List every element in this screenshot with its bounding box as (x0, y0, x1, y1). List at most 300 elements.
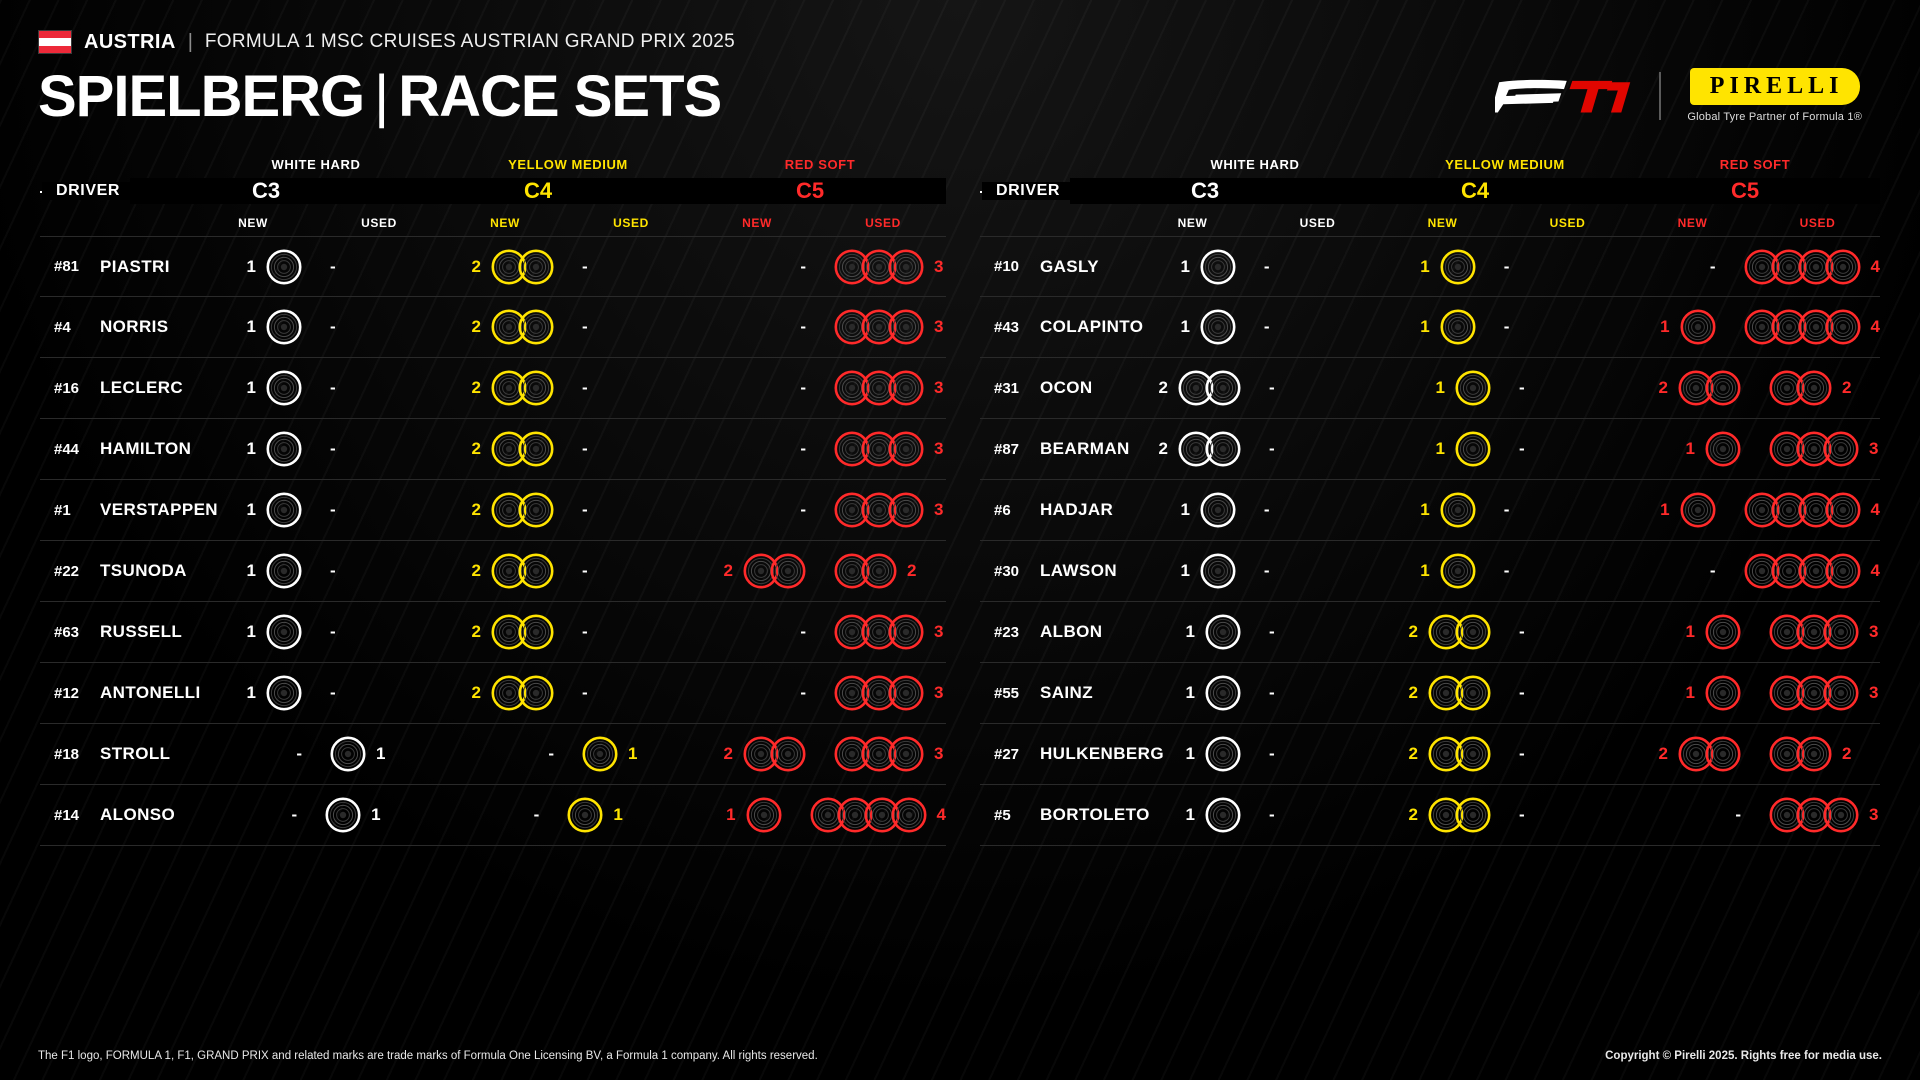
tyre-icon (1455, 797, 1491, 833)
cell-value: - (582, 378, 588, 397)
table-row[interactable] (980, 419, 1880, 480)
tyre-stack (1744, 249, 1861, 285)
set-cells (1130, 419, 1880, 479)
cell-hard-new (190, 419, 316, 479)
page-title-right: RACE SETS (398, 64, 722, 129)
tyre-stack (1178, 431, 1241, 467)
tyre-icon (1205, 736, 1241, 772)
tyre-stack (1428, 675, 1491, 711)
tyre-stack (834, 614, 924, 650)
cell-soft-new (1630, 602, 1755, 662)
table-row[interactable] (980, 785, 1880, 846)
cell-value: 4 (936, 805, 947, 824)
tyre-icon (1705, 370, 1741, 406)
cell-medium-used (1505, 358, 1630, 418)
pirelli-logo: PIRELLI (1690, 68, 1860, 105)
cell-soft-new (694, 237, 820, 296)
austria-flag-icon (38, 30, 72, 54)
table-body-right (980, 236, 1880, 846)
tyre-icon (861, 553, 897, 589)
tyre-stack (1678, 736, 1741, 772)
tyre-stack (1178, 370, 1241, 406)
driver-name: HADJAR (1040, 500, 1114, 519)
compound-codes-right (1070, 178, 1880, 204)
cell-value: 1 (1660, 317, 1670, 336)
cell-hard-new (1130, 480, 1250, 540)
cell-value: - (800, 256, 806, 276)
cell-value: - (582, 256, 588, 276)
compound-labels-right (980, 152, 1880, 172)
tyre-stack (1455, 370, 1491, 406)
compound-code-c3: C3 (1070, 178, 1340, 204)
cell-value: 2 (471, 439, 481, 458)
tyre-icon (518, 370, 554, 406)
driver-name: OCON (1040, 378, 1093, 397)
tyre-stack (491, 492, 554, 528)
table-row[interactable] (980, 480, 1880, 541)
cell-soft-used (820, 663, 946, 723)
cell-soft-used (820, 602, 946, 662)
compound-label-hard: WHITE HARD (1210, 157, 1300, 172)
cell-hard-used (316, 480, 442, 540)
tyre-stack (1440, 492, 1476, 528)
tyre-stack (1769, 431, 1859, 467)
tyre-stack (834, 309, 924, 345)
table-body-left (40, 236, 946, 846)
cell-value: 2 (907, 561, 917, 580)
driver-name: HAMILTON (100, 439, 192, 458)
table-row[interactable] (40, 663, 946, 724)
cell-value: 2 (1658, 378, 1668, 397)
tyre-icon (1825, 309, 1861, 345)
cell-medium-used (1505, 663, 1630, 723)
cell-hard-new (190, 724, 316, 784)
tyre-stack (1705, 675, 1741, 711)
driver-name: NORRIS (100, 317, 169, 336)
cell-value: 3 (1869, 805, 1879, 824)
cell-soft-used (796, 785, 946, 845)
cell-value: - (1269, 744, 1275, 763)
tyre-stack (582, 736, 618, 772)
tyre-stack (1200, 309, 1236, 345)
tyre-icon (567, 797, 603, 833)
cell-medium-used (1490, 237, 1610, 296)
cell-value: - (1735, 805, 1741, 824)
cell-soft-used (1755, 724, 1880, 784)
cell-value: - (1519, 744, 1525, 763)
cell-hard-used (1250, 541, 1370, 601)
driver-name: BORTOLETO (1040, 805, 1150, 824)
table-row[interactable] (40, 236, 946, 297)
cell-value: - (800, 378, 806, 397)
cell-soft-new (694, 480, 820, 540)
tyre-icon (1705, 736, 1741, 772)
cell-value: 1 (1180, 561, 1190, 580)
cell-value: 2 (1842, 378, 1852, 397)
cell-value: 1 (1180, 256, 1190, 276)
tyre-stack (1744, 553, 1861, 589)
tyre-stack (266, 492, 302, 528)
cell-soft-used (1730, 297, 1880, 357)
cell-value: 1 (1435, 378, 1445, 397)
tyre-icon (1205, 675, 1241, 711)
table-row[interactable] (980, 297, 1880, 358)
cell-value: 2 (1408, 622, 1418, 641)
country-name: AUSTRIA (84, 30, 176, 53)
tyre-stack (1678, 370, 1741, 406)
cell-hard-new (190, 237, 316, 296)
cell-value: - (1263, 561, 1270, 580)
tyre-icon (1455, 736, 1491, 772)
cell-medium-new (1370, 541, 1490, 601)
tyre-stack (325, 797, 361, 833)
cell-value: - (330, 378, 336, 397)
subheader-soft-used: USED (865, 216, 901, 230)
cell-value: 2 (1158, 378, 1168, 397)
page-title (38, 64, 722, 129)
compound-code-c5: C5 (674, 178, 946, 204)
tyre-icon (518, 675, 554, 711)
cell-hard-used (1250, 480, 1370, 540)
table-row[interactable] (40, 724, 946, 785)
driver-cell (980, 683, 1130, 703)
cell-value: 1 (1685, 439, 1695, 458)
cell-medium-new (442, 602, 568, 662)
driver-column-header: DRIVER (982, 182, 1070, 200)
cell-hard-used (1255, 602, 1380, 662)
tyre-icon (770, 736, 806, 772)
cell-value: - (582, 622, 588, 641)
cell-soft-new (1610, 541, 1730, 601)
driver-column-header: DRIVER (42, 182, 130, 200)
tyre-icon (582, 736, 618, 772)
cell-value: - (330, 500, 336, 519)
cell-medium-new (1370, 297, 1490, 357)
cell-value: 1 (246, 622, 256, 641)
cell-medium-new (1380, 358, 1505, 418)
cell-value: 2 (471, 378, 481, 397)
cell-value: 3 (934, 622, 944, 641)
driver-name: GASLY (1040, 256, 1100, 276)
tyre-icon (1705, 614, 1741, 650)
cell-hard-used (316, 724, 442, 784)
cell-soft-used (1755, 358, 1880, 418)
cell-value: - (1519, 805, 1525, 824)
cell-medium-used (1505, 724, 1630, 784)
tyre-icon (1823, 431, 1859, 467)
tyre-stack (1200, 492, 1236, 528)
tyre-stack (1440, 249, 1476, 285)
cell-value: 4 (1870, 256, 1880, 276)
cell-value: - (1269, 805, 1275, 824)
cell-value: 1 (1660, 500, 1670, 519)
tyre-stack (1680, 492, 1716, 528)
tyre-icon (330, 736, 366, 772)
table-row[interactable] (40, 419, 946, 480)
driver-cell (40, 561, 190, 581)
cell-soft-used (1755, 419, 1880, 479)
cell-medium-used (568, 237, 694, 296)
table-row[interactable] (40, 602, 946, 663)
tyre-icon (1200, 553, 1236, 589)
cell-value: - (582, 500, 588, 519)
tyre-icon (1823, 797, 1859, 833)
tyre-stack (266, 309, 302, 345)
tyre-icon (888, 736, 924, 772)
header-title-row (38, 64, 1882, 129)
cell-hard-used (316, 419, 442, 479)
driver-name: PIASTRI (100, 256, 170, 276)
cell-value: - (291, 805, 298, 824)
cell-hard-used (316, 541, 442, 601)
cell-value: 1 (1685, 622, 1695, 641)
cell-soft-new (674, 785, 795, 845)
set-cells (190, 724, 946, 784)
table-row[interactable] (980, 541, 1880, 602)
tyre-icon (1205, 797, 1241, 833)
tyre-stack (1705, 614, 1741, 650)
cell-medium-used (1505, 602, 1630, 662)
tyre-icon (1705, 675, 1741, 711)
tyre-stack (1205, 675, 1241, 711)
tyre-stack (491, 249, 554, 285)
cell-value: 1 (246, 500, 256, 519)
tyre-icon (1825, 249, 1861, 285)
cell-value: 2 (723, 561, 733, 580)
tyre-icon (1455, 431, 1491, 467)
driver-name: VERSTAPPEN (100, 500, 218, 519)
cell-value: 1 (246, 256, 256, 276)
tyre-icon (1796, 370, 1832, 406)
cell-hard-new (190, 358, 316, 418)
cell-value: 4 (1870, 317, 1880, 336)
tyre-stack (1744, 309, 1861, 345)
cell-medium-new (432, 785, 553, 845)
brand-logos (1495, 68, 1882, 123)
set-cells (190, 541, 946, 601)
subheader-hard-used: USED (361, 216, 397, 230)
tyre-icon (1200, 309, 1236, 345)
cell-value: 1 (246, 439, 256, 458)
tyre-icon (770, 553, 806, 589)
cell-value: 3 (934, 256, 944, 276)
cell-value: - (330, 683, 336, 702)
subheader-medium-used: USED (1549, 216, 1586, 230)
tyre-stack (266, 614, 302, 650)
table-row[interactable] (980, 602, 1880, 663)
tyre-stack (491, 675, 554, 711)
cell-hard-new (1130, 602, 1255, 662)
tyre-stack (330, 736, 366, 772)
grand-prix-name: FORMULA 1 MSC CRUISES AUSTRIAN GRAND PRIX 2025 (204, 31, 735, 52)
cell-value: 3 (934, 439, 944, 458)
tyre-stack (1440, 309, 1476, 345)
cell-medium-new (442, 541, 568, 601)
compound-label-soft: RED SOFT (1719, 157, 1791, 172)
cell-value: - (800, 500, 806, 519)
cell-value: 3 (934, 683, 944, 702)
cell-value: - (1269, 439, 1275, 458)
cell-value: 2 (1658, 744, 1668, 763)
compound-label-hard: WHITE HARD (271, 157, 361, 172)
cell-value: 3 (1869, 683, 1879, 702)
cell-medium-new (1380, 785, 1505, 845)
driver-number: #22 (54, 562, 80, 580)
cell-medium-used (568, 663, 694, 723)
cell-medium-used (568, 480, 694, 540)
driver-cell (980, 500, 1130, 520)
cell-soft-used (1730, 541, 1880, 601)
cell-value: 2 (1408, 744, 1418, 763)
cell-medium-new (1370, 480, 1490, 540)
tyre-icon (518, 614, 554, 650)
set-cells (190, 419, 946, 479)
driver-number: #16 (54, 379, 80, 397)
driver-cell (40, 439, 190, 459)
tyre-icon (1823, 614, 1859, 650)
driver-number: #6 (994, 501, 1011, 519)
tyre-stack (834, 675, 924, 711)
tyre-icon (1440, 309, 1476, 345)
tyre-stack (1200, 249, 1236, 285)
tyre-icon (1200, 249, 1236, 285)
cell-hard-used (1255, 724, 1380, 784)
driver-number: #30 (994, 562, 1020, 580)
cell-medium-used (568, 419, 694, 479)
cell-hard-used (311, 785, 432, 845)
cell-value: 1 (376, 744, 386, 763)
pirelli-tagline: Global Tyre Partner of Formula 1® (1687, 111, 1862, 123)
cell-soft-new (694, 419, 820, 479)
tyre-icon (266, 431, 302, 467)
f1-logo-icon (1495, 78, 1633, 114)
cell-value: 2 (1158, 439, 1168, 458)
tyre-icon (518, 553, 554, 589)
cell-medium-used (1490, 297, 1610, 357)
driver-cell (980, 378, 1130, 398)
brand-separator (1659, 72, 1661, 120)
cell-value: 3 (934, 378, 944, 397)
table-row[interactable] (40, 297, 946, 358)
cell-medium-new (442, 419, 568, 479)
driver-name: TSUNODA (100, 561, 187, 580)
cell-value: 2 (471, 561, 481, 580)
tyre-icon (1440, 249, 1476, 285)
driver-number: #63 (54, 623, 80, 641)
footer (38, 1050, 1882, 1062)
cell-value: 3 (934, 744, 944, 763)
cell-medium-used (568, 602, 694, 662)
cell-soft-new (1630, 724, 1755, 784)
tyre-icon (1796, 736, 1832, 772)
tyre-stack (743, 553, 806, 589)
tyre-icon (1680, 492, 1716, 528)
cell-hard-new (1130, 785, 1255, 845)
tyre-icon (1205, 614, 1241, 650)
cell-value: - (1519, 378, 1525, 397)
cell-medium-used (568, 358, 694, 418)
cell-soft-new (694, 541, 820, 601)
set-cells (1130, 297, 1880, 357)
tyre-icon (266, 249, 302, 285)
table-row[interactable] (40, 358, 946, 419)
cell-value: - (1709, 256, 1716, 276)
cell-soft-new (1610, 480, 1730, 540)
pirelli-logo-wrap (1687, 68, 1862, 123)
driver-cell (40, 683, 201, 703)
cell-hard-new (190, 480, 316, 540)
driver-cell (980, 561, 1130, 581)
cell-value: - (1263, 500, 1270, 519)
table-row[interactable] (40, 541, 946, 602)
cell-value: 1 (613, 805, 623, 824)
table-row[interactable] (980, 236, 1880, 297)
tyre-icon (1825, 492, 1861, 528)
cell-value: 1 (371, 805, 381, 824)
tyre-stack (491, 309, 554, 345)
set-cells (1130, 785, 1880, 845)
tyre-icon (518, 249, 554, 285)
cell-soft-new (694, 724, 820, 784)
tyre-icon (518, 309, 554, 345)
compound-label-medium: YELLOW MEDIUM (1445, 157, 1565, 172)
cell-medium-new (1380, 602, 1505, 662)
tyre-icon (888, 675, 924, 711)
race-sets-table-left (38, 152, 960, 846)
subheader-left (40, 216, 946, 230)
cell-medium-used (1490, 541, 1610, 601)
driver-cell (40, 744, 190, 764)
driver-cell (980, 439, 1130, 459)
cell-value: - (296, 744, 302, 763)
table-row[interactable] (980, 663, 1880, 724)
cell-soft-used (1730, 480, 1880, 540)
tyre-icon (1200, 492, 1236, 528)
table-row[interactable] (980, 358, 1880, 419)
cell-value: - (1503, 500, 1510, 519)
tyre-stack (1428, 614, 1491, 650)
tyre-stack (1744, 492, 1861, 528)
driver-name: LECLERC (100, 378, 184, 397)
cell-value: 1 (1420, 256, 1430, 276)
table-row[interactable] (40, 785, 946, 846)
cell-value: - (800, 439, 806, 458)
cell-value: - (1503, 561, 1510, 580)
tyre-stack (746, 797, 782, 833)
tyre-stack (834, 492, 924, 528)
table-row[interactable] (980, 724, 1880, 785)
cell-soft-new (694, 358, 820, 418)
cell-medium-new (442, 724, 568, 784)
compound-code-c3: C3 (130, 178, 402, 204)
race-sets-table-right (960, 152, 1882, 846)
cell-value: - (533, 805, 540, 824)
driver-number: #10 (994, 258, 1020, 275)
table-header-right (980, 174, 1880, 208)
driver-cell (40, 805, 190, 825)
driver-number: #55 (994, 684, 1020, 702)
tyre-stack (1205, 797, 1241, 833)
driver-number: #14 (54, 806, 80, 824)
tyre-stack (1705, 431, 1741, 467)
table-row[interactable] (40, 480, 946, 541)
driver-number: #4 (54, 318, 71, 336)
subheader-medium-new: NEW (1427, 216, 1458, 230)
cell-value: 2 (471, 317, 481, 336)
cell-hard-new (190, 541, 316, 601)
cell-value: - (330, 561, 336, 580)
tyre-icon (266, 675, 302, 711)
